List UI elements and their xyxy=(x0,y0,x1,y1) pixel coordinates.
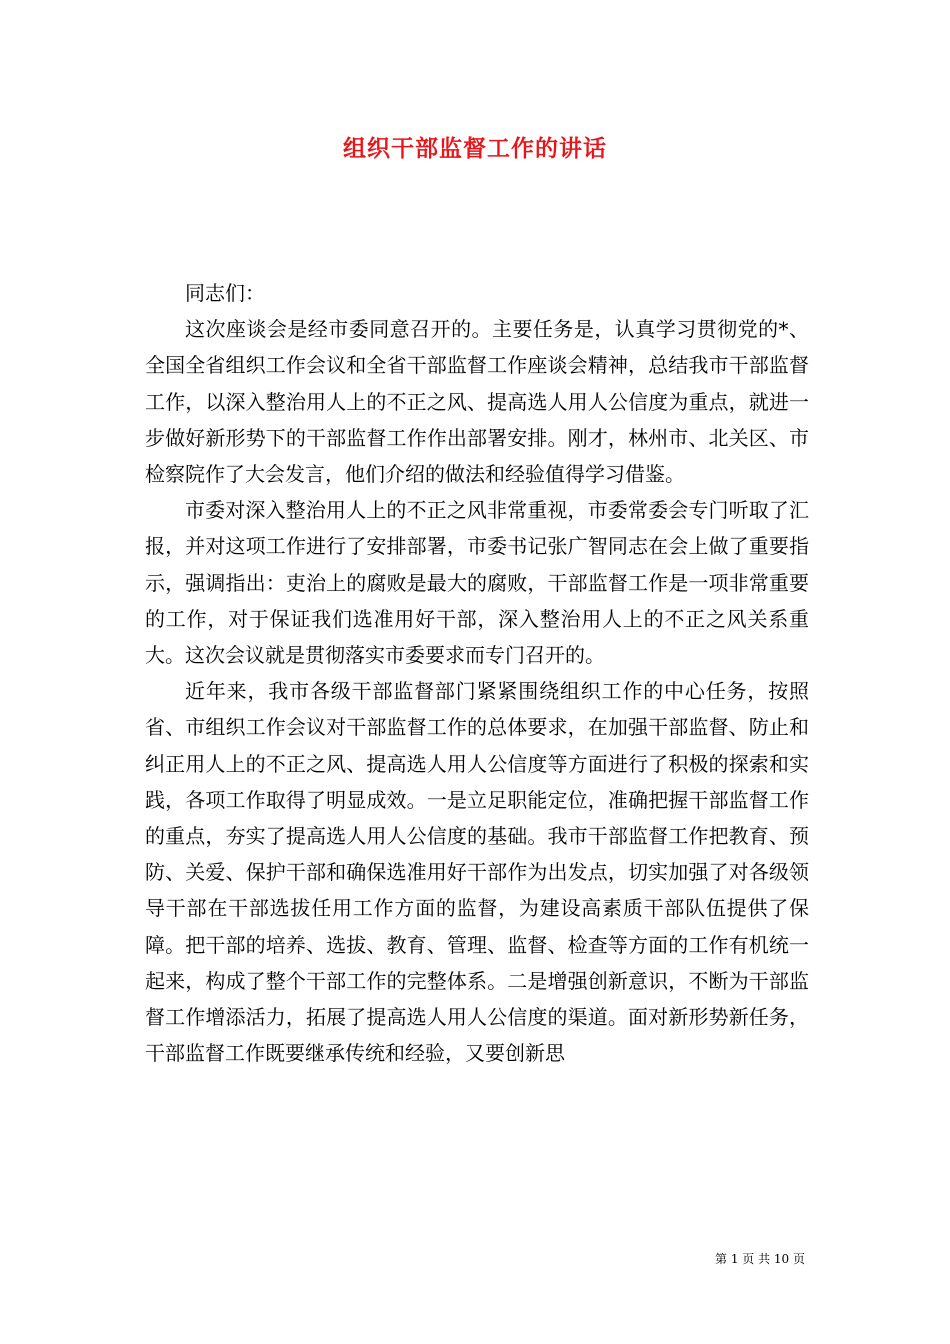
paragraph-salutation: 同志们： xyxy=(185,281,265,305)
paragraph-3: 近年来，我市各级干部监督部门紧紧围绕组织工作的中心任务，按照省、市组织工作会议对干部监督工作的总体要求，在加强干部监督、防止和纠正用人上的不正之风、提高选人用人公信度等方面进行了积极的探索和实践，各项工作取得了明显成效。一是立足职能定位，准确把握干部监督工作的重点，夯实了提高选人用人公信度的基础。我市干部监督工作把教育、预防、关爱、保护干部和确保选准用好干部作为出发点，切实加强了对各级领导干部在干部选拔任用工作方面的监督，为建设高素质干部队伍提供了保障。把干部的培养、选拔、教育、管理、监督、检查等方面的工作有机统一起来，构成了整个干部工作的完整体系。二是增强创新意识，不断为干部监督工作增添活力，拓展了提高选人用人公信度的渠道。面对新形势新任务，干部监督工作既要继承传统和经验，又要创新思 xyxy=(145,679,809,1066)
page-number xyxy=(715,1250,805,1267)
paragraph-1: 这次座谈会是经市委同意召开的。主要任务是，认真学习贯彻党的*、全国全省组织工作会议和全省干部监督工作座谈会精神，总结我市干部监督工作，以深入整治用人上的不正之风、提高选人用人公信度为重点，就进一步做好新形势下的干部监督工作作出部署安排。刚才，林州市、北关区、市检察院作了大会发言，他们介绍的做法和经验值得学习借鉴。 xyxy=(145,317,809,487)
document-body xyxy=(145,275,809,1071)
page-number-text: 第 1 页 共 10 页 xyxy=(715,1252,805,1266)
document-title: 组织干部监督工作的讲话 xyxy=(343,135,607,162)
paragraph-2: 市委对深入整治用人上的不正之风非常重视，市委常委会专门听取了汇报，并对这项工作进行了安排部署，市委书记张广智同志在会上做了重要指示，强调指出：吏治上的腐败是最大的腐败，干部监督工作是一项非常重要的工作，对于保证我们选准用好干部，深入整治用人上的不正之风关系重大。这次会议就是贯彻落实市委要求而专门召开的。 xyxy=(145,498,809,668)
